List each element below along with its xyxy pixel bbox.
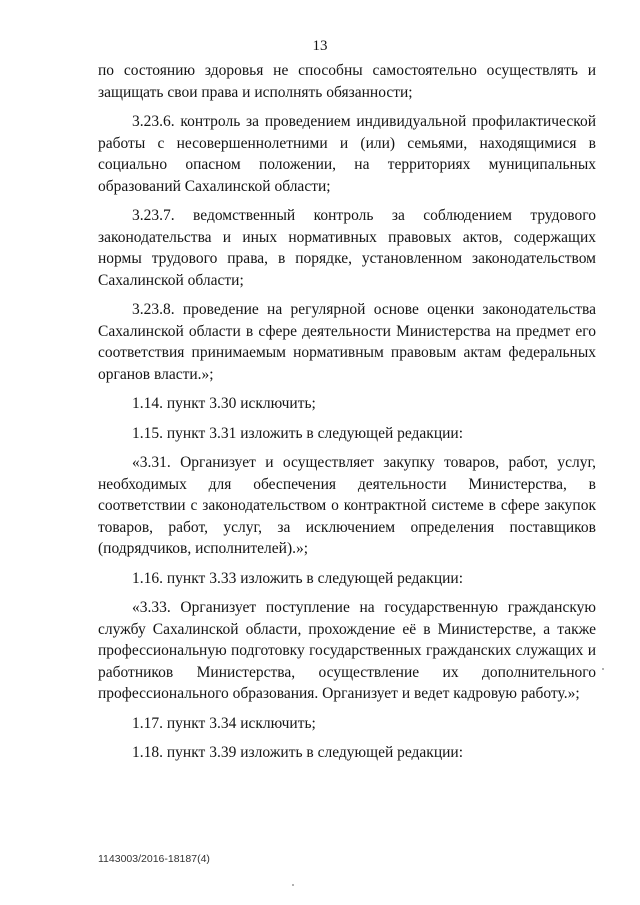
paragraph-1-15: 1.15. пункт 3.31 изложить в следующей редакции: (132, 424, 464, 442)
paragraph-1-17: 1.17. пункт 3.34 исключить; (132, 714, 316, 732)
paragraph-3-31: «3.31. Организует и осуществляет закупку товаров, работ, услуг, необходимых для обеспечения деятельности Министерства, в соответствии с законодательством о контрактной системе в сфере закупок товаров, работ, услуг, за исключением определения поставщиков (подрядчиков, исполнителей).»; (98, 454, 596, 557)
scan-speck (292, 884, 294, 886)
paragraph-3-23-7: 3.23.7. ведомственный контроль за соблюдением трудового законодательства и иных нормативных правовых актов, содержащих нормы трудового права, в порядке, установленном законодательством Сахалинской области; (98, 207, 596, 289)
paragraph-3-23-8: 3.23.8. проведение на регулярной основе оценки законодательства Сахалинской области в сфере деятельности Министерства на предмет его соответствия принимаемым нормативным правовым актам федеральных органов власти.»; (98, 301, 596, 383)
paragraph-continuation: по состоянию здоровья не способны самостоятельно осуществлять и защищать свои права и исполнять обязанности; (98, 62, 596, 101)
paragraph-1-18: 1.18. пункт 3.39 изложить в следующей редакции: (132, 744, 464, 761)
paragraph-1-16: 1.16. пункт 3.33 изложить в следующей редакции: (132, 569, 464, 587)
paragraph-1-14: 1.14. пункт 3.30 исключить; (132, 395, 316, 412)
document-id: 1143003/2016-18187(4) (98, 853, 210, 865)
scan-speck (602, 668, 604, 670)
paragraph-3-33: «3.33. Организует поступление на государственную гражданскую службу Сахалинской области, прохождение её в Министерстве, а также профессиональную подготовку государственных гражданских служащих и работников Министерства, осуществление их дополнительного профессионального образования. Организует и ведет кадровую работу.»; (98, 599, 596, 702)
page-number: 13 (312, 38, 328, 54)
paragraph-3-23-6: 3.23.6. контроль за проведением индивидуальной профилактической работы с несовершеннолетними и (или) семьями, находящимися в социально опасном положении, на территориях муниципальных образований Сахалинской области; (98, 113, 596, 195)
document-body (98, 60, 596, 772)
